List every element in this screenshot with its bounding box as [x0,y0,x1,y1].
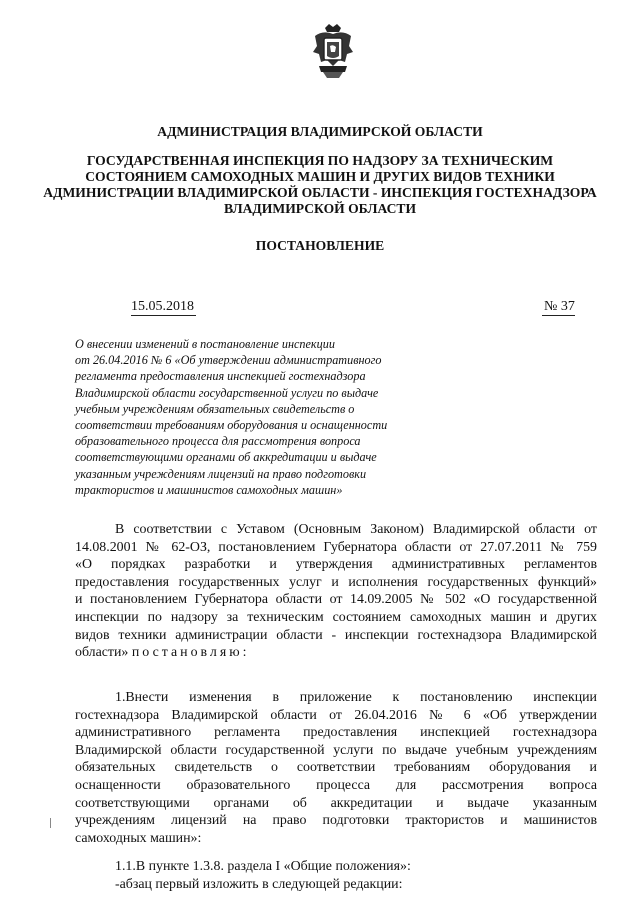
subject-line: соответствии требованиям оборудования и оснащенности [75,418,388,433]
coat-of-arms-emblem [309,22,357,80]
subject-line: учебным учреждениям обязательных свидетельств о [75,401,355,416]
subject-line: указанным учреждениям лицензий на право подготовки [75,466,367,481]
decree-number-value: № 37 [544,299,575,314]
paragraph-line: 14.08.2001 № 62-ОЗ, постановлением Губернатора области от 27.07.2011 № 759 [75,539,597,555]
paragraph-line: видов техники администрации области - инспекции гостехнадзора Владимирской [75,627,597,643]
subject-line: соответствующими органами об аккредитации и выдаче [75,450,377,465]
subject-line: Владимирской области государственной услуги по выдаче [75,385,379,400]
subject-line: от 26.04.2016 № 6 «Об утверждении административного [75,353,382,368]
resolution-verb: постановляю: [131,645,250,661]
paragraph-line: 1.Внести изменения в приложение к постановлению инспекции [115,690,597,705]
decree-subject [75,336,445,498]
subject-line: образовательного процесса для рассмотрения вопроса [75,434,361,449]
decree-number [542,299,575,315]
inspection-title-line: ГОСУДАРСТВЕННАЯ ИНСПЕКЦИЯ ПО НАДЗОРУ ЗА ТЕХНИЧЕСКИМ [86,153,554,168]
organization-title: АДМИНИСТРАЦИЯ ВЛАДИМИРСКОЙ ОБЛАСТИ [157,124,483,139]
subject-line: О внесении изменений в постановление инспекции [75,337,335,351]
preamble-paragraph [75,521,597,662]
inspection-title [40,153,600,217]
paragraph-line: «О порядках разработки и утверждения административных регламентов [75,557,597,573]
paragraph-line: соответствующими органами об аккредитации и выдаче указанным [75,795,597,811]
paragraph-line: Владимирской области государственной услуги по выдаче учебным учреждениям [75,742,597,758]
paragraph-line: предоставления государственных услуг и исполнения государственных функций» [75,574,597,590]
paragraph-line: учреждениям лицензий на право подготовки трактористов и машинистов [75,813,597,829]
preamble-end: области» [75,645,129,661]
subject-line: регламента предоставления инспекцией гостехнадзора [75,369,366,384]
document-type-title: ПОСТАНОВЛЕНИЕ [255,238,385,253]
paragraph-line: и постановлением Губернатора области от 14.09.2005 № 502 «О государственной [75,592,597,608]
inspection-title-line: АДМИНИСТРАЦИИ ВЛАДИМИРСКОЙ ОБЛАСТИ - ИНСПЕКЦИЯ ГОСТЕХНАДЗОРА [43,185,597,200]
paragraph-line: оснащенности образовательного процесса для рассмотрения вопроса [75,777,597,793]
inspection-title-line: СОСТОЯНИЕМ САМОХОДНЫХ МАШИН И ДРУГИХ ВИДОВ ТЕХНИКИ [85,169,555,184]
decree-date [131,299,196,315]
paragraph-line: инспекции по надзору за техническим состоянием самоходных машин и других [75,609,597,625]
margin-mark [50,818,51,828]
paragraph-line: самоходных машин»: [75,830,202,846]
paragraph-line: гостехнадзора Владимирской области от 26.04.2016 № 6 «Об утверждении [75,707,597,723]
subitem-1-1: 1.1.В пункте 1.3.8. раздела I «Общие положения»: [115,859,411,874]
paragraph-line [75,644,597,662]
item-1-paragraph [75,689,597,847]
decree-date-value: 15.05.2018 [131,299,194,314]
paragraph-line: административного регламента предоставления инспекцией гостехнадзора [75,725,597,741]
subject-line: трактористов и машинистов самоходных машин» [75,482,343,497]
paragraph-line: В соответствии с Уставом (Основным Законом) Владимирской области от [115,522,597,537]
paragraph-line: обязательных свидетельств о соответствии требованиям оборудования и [75,760,597,776]
inspection-title-line: ВЛАДИМИРСКОЙ ОБЛАСТИ [223,201,417,216]
subitem-paragraph: -абзац первый изложить в следующей редакции: [115,877,403,892]
